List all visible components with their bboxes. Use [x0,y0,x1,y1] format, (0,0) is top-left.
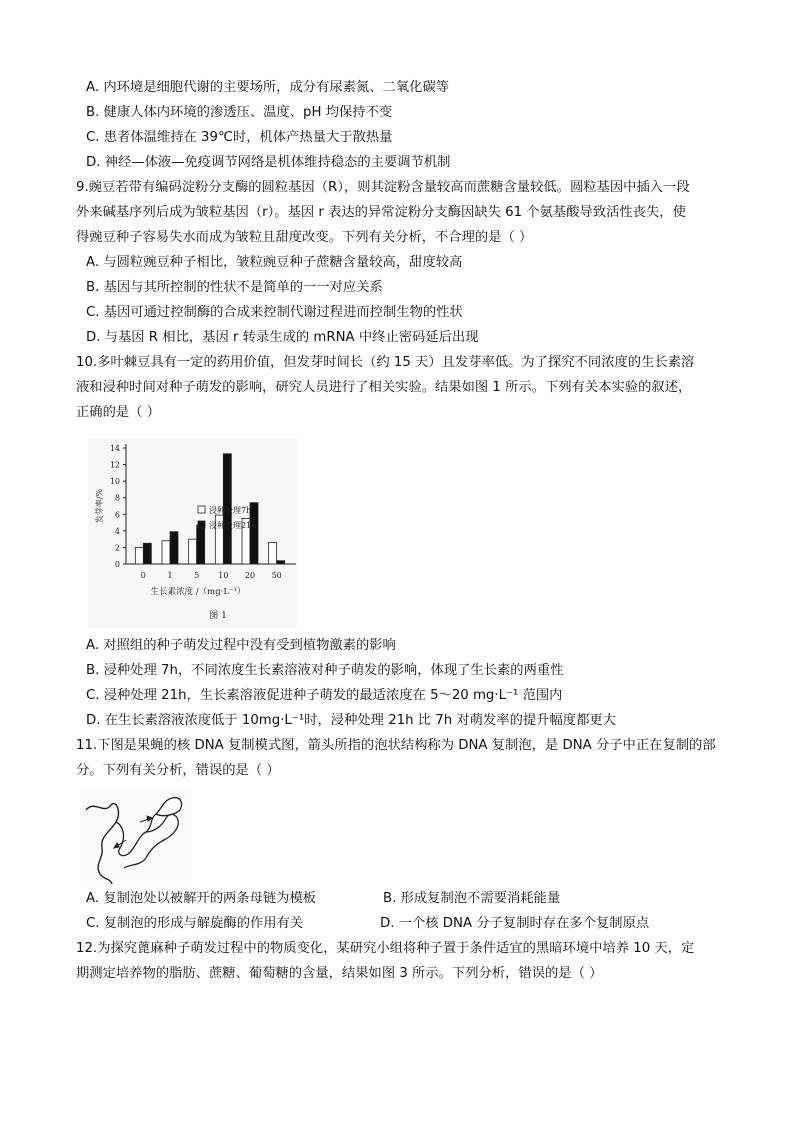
q11-stem-line-1: 11.下图是果蝇的核 DNA 复制模式图，箭头所指的泡状结构称为 DNA 复制泡，是 DNA 分子中正在复制的部 [76,738,716,753]
q8-option-c: C. 患者体温维持在 39℃时，机体产热量大于散热量 [86,130,393,145]
replication-bubble [146,814,178,858]
bar-21h [143,543,151,564]
legend-swatch [198,521,205,528]
q10-option-a: A. 对照组的种子萌发过程中没有受到植物激素的影响 [86,638,396,653]
q10-option-d: D. 在生长素溶液浓度低于 10mg·L⁻¹时，浸种处理 21h 比 7h 对萌发率的提升幅度都更大 [86,713,616,728]
q9-option-b: B. 基因与其所控制的性状不是简单的一一对应关系 [86,280,383,295]
legend-label: 浸种处理7h [209,506,252,515]
q9-option-d: D. 与基因 R 相比，基因 r 转录生成的 mRNA 中终止密码延后出现 [86,330,479,345]
y-axis-label: 发芽率/% [95,488,104,524]
q9-option-c: C. 基因可通过控制酶的合成来控制代谢过程进而控制生物的性状 [86,305,463,320]
arrow-icon [140,816,152,822]
dna-strand-path [124,858,146,868]
germination-bar-chart [88,438,298,628]
q12-stem-line-1: 12.为探究蓖麻种子萌发过程中的物质变化，某研究小组将种子置于条件适宜的黑暗环境中培养 10 天，定 [76,941,695,956]
q12-stem-line-2: 期测定培养物的脂肪、蔗糖、葡萄糖的含量，结果如图 3 所示。下列分析，错误的是（ ） [76,966,603,981]
x-tick-label: 1 [167,571,173,580]
q10-stem-line-1: 10.多叶棘豆具有一定的药用价值，但发芽时间长（约 15 天）且发芽率低。为了探究不同浓度的生长素溶 [76,355,695,370]
y-tick-label: 14 [109,444,120,453]
q11-stem-line-2: 分。下列有关分析，错误的是（ ） [76,763,280,778]
q10-stem-line-2: 液和浸种时间对种子萌发的影响，研究人员进行了相关实验。结果如图 1 所示。下列有关本实验的叙述， [76,380,692,395]
x-tick-label: 20 [244,571,256,580]
bar-7h [269,542,277,564]
x-tick-label: 10 [218,571,229,580]
y-tick-label: 12 [109,460,120,470]
q9-option-a: A. 与圆粒豌豆种子相比，皱粒豌豆种子蔗糖含量较高，甜度较高 [86,255,463,270]
dna-strand-path [116,822,128,856]
bar-21h [277,561,285,564]
q11-option-c: C. 复制泡的形成与解旋酶的作用有关 [86,916,304,931]
q10-option-b: B. 浸种处理 7h，不同浓度生长素溶液对种子萌发的影响，体现了生长素的两重性 [86,663,564,678]
bar-7h [162,541,170,564]
chart-title: 图 1 [209,611,227,621]
q8-option-a: A. 内环境是细胞代谢的主要场所，成分有尿素氮、二氧化碳等 [86,80,450,95]
x-tick-label: 5 [194,571,200,580]
y-tick-label: 4 [114,526,120,536]
bar-21h [197,525,205,564]
x-tick-label: 0 [140,571,146,580]
q11-option-a: A. 复制泡处以被解开的两条母链为模板 [86,891,317,906]
bar-21h [170,532,178,564]
q11-option-b: B. 形成复制泡不需要消耗能量 [383,891,561,906]
replication-bubble [156,810,180,816]
q10-stem-line-3: 正确的是（ ） [76,405,161,420]
q9-stem-line-1: 9.豌豆若带有编码淀粉分支酶的圆粒基因（R），则其淀粉含量较高而蔗糖含量较低。圆粒基因中插入一段 [76,180,690,195]
q9-stem-line-2: 外来碱基序列后成为皱粒基因（r）。基因 r 表达的异常淀粉分支酶因缺失 61 个氨基酸导致活性丧失，使 [76,205,686,220]
y-tick-label: 10 [109,477,120,487]
x-tick-label: 50 [271,571,282,580]
q8-option-b: B. 健康人体内环境的渗透压、温度、pH 均保持不变 [86,105,393,120]
bar-7h [135,547,143,564]
dna-strand-path [86,804,118,884]
x-axis-label: 生长素浓度 /（mg·L⁻¹） [150,587,246,597]
bar-7h [189,539,197,564]
y-tick-label: 6 [114,510,120,520]
dna-replication-diagram [80,788,192,886]
q11-option-d: D. 一个核 DNA 分子复制时存在多个复制原点 [380,916,650,931]
y-tick-label: 8 [114,493,120,503]
legend-label: 浸种处理21h [209,521,257,530]
q8-option-d: D. 神经—体液—免疫调节网络是机体维持稳态的主要调节机制 [86,155,451,170]
legend-swatch [198,506,205,513]
q10-option-c: C. 浸种处理 21h，生长素溶液促进种子萌发的最适浓度在 5～20 mg·L⁻¹ 范围内 [86,688,563,703]
y-tick-label: 0 [114,560,120,569]
y-tick-label: 2 [114,543,120,553]
q9-stem-line-3: 得豌豆种子容易失水而成为皱粒且甜度改变。下列有关分析，不合理的是（ ） [76,230,533,245]
